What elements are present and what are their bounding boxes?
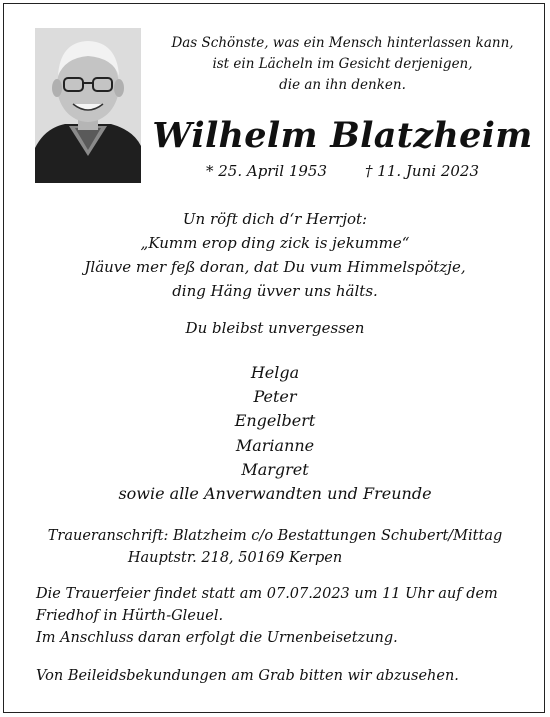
quote-line: die an ihn denken. bbox=[279, 77, 406, 93]
address-line: Hauptstr. 218, 50169 Kerpen bbox=[127, 550, 343, 566]
memorial-line: Du bleibst unvergessen bbox=[185, 319, 365, 337]
funeral-details bbox=[36, 583, 526, 649]
quote-line: ist ein Lächeln im Gesicht derjenigen, bbox=[212, 56, 473, 72]
address-line: Traueranschrift: Blatzheim c/o Bestattungen Schubert/Mittag bbox=[47, 528, 503, 544]
ceremony-line: Die Trauerfeier findet statt am 07.07.2023 um 11 Uhr auf dem bbox=[36, 586, 498, 602]
mourners-list bbox=[20, 361, 530, 506]
portrait-photo bbox=[35, 28, 141, 183]
poem-line: Jläuve mer feß doran, dat Du vum Himmelspötzje, bbox=[84, 258, 466, 276]
poem-line: Un röft dich d‘r Herrjot: bbox=[182, 210, 368, 228]
opening-quote bbox=[160, 33, 525, 96]
death-date: † 11. Juni 2023 bbox=[365, 162, 479, 180]
mourner-name: Helga bbox=[250, 363, 300, 382]
deceased-name: Wilhelm Blatzheim bbox=[152, 115, 533, 156]
ceremony-line: Friedhof in Hürth-Gleuel. bbox=[36, 608, 224, 624]
mourner-name: Engelbert bbox=[234, 411, 316, 431]
mourner-name: Peter bbox=[253, 387, 297, 407]
birth-date: * 25. April 1953 bbox=[205, 162, 328, 180]
condolence-note: Von Beileidsbekundungen am Grab bitten wir abzusehen. bbox=[36, 668, 459, 684]
quote-line: Das Schönste, was ein Mensch hinterlassen kann, bbox=[171, 35, 514, 51]
mourner-name: Marianne bbox=[235, 435, 315, 455]
mourners-closing: sowie alle Anverwandten und Freunde bbox=[118, 484, 432, 504]
dialect-poem bbox=[20, 207, 530, 303]
ceremony-line: Im Anschluss daran erfolgt die Urnenbeisetzung. bbox=[36, 630, 398, 646]
mourning-address bbox=[20, 525, 530, 569]
poem-line: ding Häng üvver uns hälts. bbox=[172, 282, 378, 300]
mourner-name: Margret bbox=[241, 459, 309, 479]
life-dates bbox=[150, 160, 535, 182]
poem-line: „Kumm erop ding zick is jekumme“ bbox=[140, 234, 410, 252]
